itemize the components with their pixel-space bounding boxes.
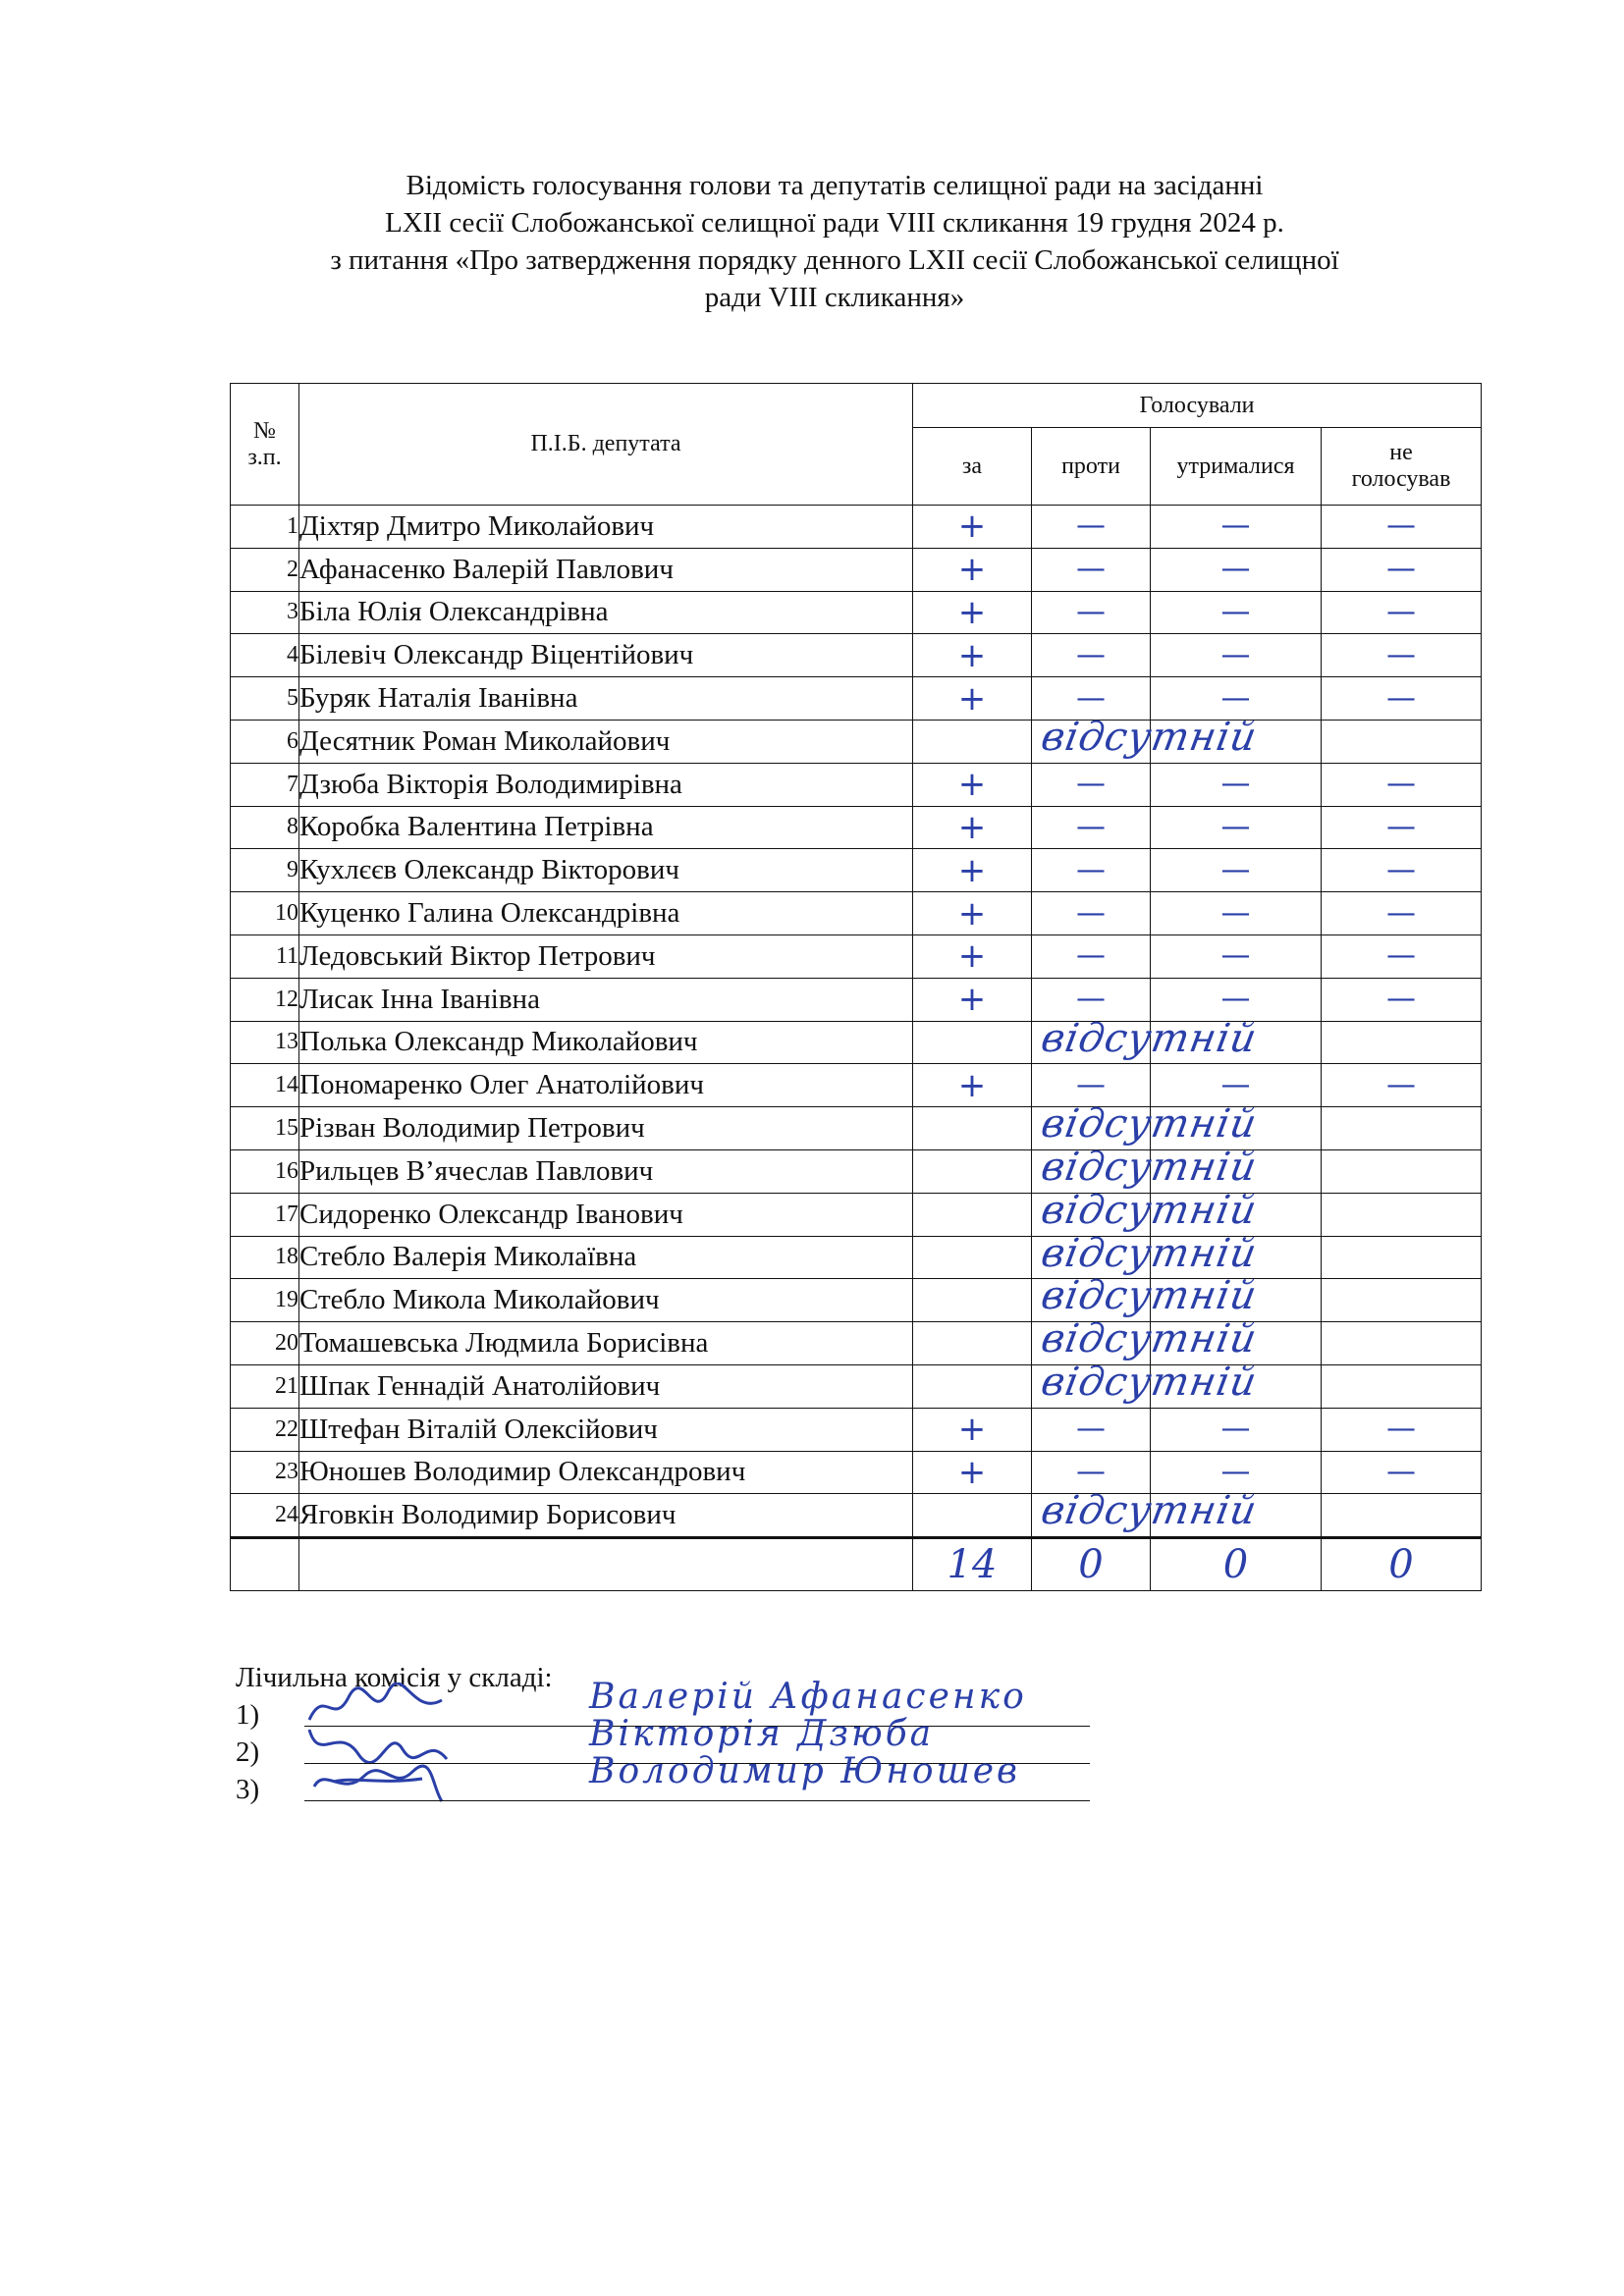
vote-not-voted-mark: — <box>1322 763 1482 806</box>
vote-for-mark: + <box>913 849 1032 892</box>
vote-not-voted-cell <box>1322 1322 1482 1365</box>
header-voted-group: Голосували <box>913 384 1482 428</box>
vote-for-mark: + <box>913 763 1032 806</box>
table-row <box>231 763 1482 806</box>
vote-abstain-mark: — <box>1151 1064 1322 1107</box>
table-row <box>231 1364 1482 1408</box>
signature-line <box>304 1800 1090 1801</box>
vote-against-mark: — <box>1032 506 1151 549</box>
row-number: 13 <box>231 1021 299 1064</box>
absent-cell <box>1032 1101 1261 1150</box>
header-number <box>231 384 299 506</box>
member-index: 3) <box>236 1774 260 1805</box>
deputy-name: Біла Юлія Олександрівна <box>299 591 913 634</box>
member-name-handwritten: Валерій Афанасенко <box>589 1677 1027 1717</box>
header-against: проти <box>1032 428 1151 506</box>
vote-abstain-mark: — <box>1151 763 1322 806</box>
vote-not-voted-cell <box>1322 720 1482 763</box>
absent-note: відсутній <box>1037 1101 1261 1148</box>
vote-for-mark: + <box>913 934 1032 978</box>
vote-abstain-mark: — <box>1151 1451 1322 1494</box>
table-row <box>231 677 1482 721</box>
vote-not-voted-cell <box>1322 1279 1482 1322</box>
document-title <box>196 167 1473 316</box>
deputy-name: Коробка Валентина Петрівна <box>299 806 913 849</box>
header-not-voted <box>1322 428 1482 506</box>
row-number: 14 <box>231 1064 299 1107</box>
vote-not-voted-mark: — <box>1322 849 1482 892</box>
vote-not-voted-mark: — <box>1322 892 1482 935</box>
deputy-name: Рильцев В’ячеслав Павлович <box>299 1149 913 1193</box>
deputy-name: Шпак Геннадій Анатолійович <box>299 1364 913 1408</box>
vote-against-mark: — <box>1032 806 1151 849</box>
header-number-line-2: з.п. <box>247 444 282 470</box>
row-number: 5 <box>231 677 299 721</box>
deputy-name: Афанасенко Валерій Павлович <box>299 548 913 591</box>
title-line-4: ради VIII скликання» <box>704 282 965 313</box>
row-number: 18 <box>231 1236 299 1279</box>
table-row <box>231 806 1482 849</box>
vote-for-mark: + <box>913 978 1032 1021</box>
voting-table-body <box>231 506 1482 1538</box>
deputy-name: Пономаренко Олег Анатолійович <box>299 1064 913 1107</box>
table-row <box>231 892 1482 935</box>
vote-against-mark: — <box>1032 548 1151 591</box>
deputy-name: Юношев Володимир Олександрович <box>299 1451 913 1494</box>
absent-note: відсутній <box>1037 1187 1261 1233</box>
absent-cell <box>1032 1488 1261 1538</box>
member-name-handwritten: Вікторія Дзюба <box>589 1714 935 1754</box>
absent-cell <box>1032 1187 1261 1236</box>
table-row <box>231 548 1482 591</box>
vote-for-cell <box>913 720 1032 763</box>
absent-note: відсутній <box>1037 1316 1261 1362</box>
table-row <box>231 1408 1482 1451</box>
row-number: 10 <box>231 892 299 935</box>
vote-abstain-mark: — <box>1151 591 1322 634</box>
table-row <box>231 1149 1482 1193</box>
row-number: 8 <box>231 806 299 849</box>
vote-not-voted-cell <box>1322 1236 1482 1279</box>
header-for: за <box>913 428 1032 506</box>
vote-not-voted-mark: — <box>1322 677 1482 721</box>
title-line-1: Відомість голосування голови та депутатів селищної ради на засіданні <box>406 170 1264 201</box>
vote-against-mark: — <box>1032 849 1151 892</box>
signature-scribble-icon <box>304 1757 452 1804</box>
row-number: 6 <box>231 720 299 763</box>
vote-for-mark: + <box>913 677 1032 721</box>
commission-member-3 <box>236 1751 1218 1808</box>
table-row <box>231 634 1482 677</box>
vote-for-cell <box>913 1021 1032 1064</box>
member-name-handwritten: Володимир Юношев <box>589 1751 1020 1791</box>
deputy-name: Яговкін Володимир Борисович <box>299 1494 913 1538</box>
vote-for-cell <box>913 1107 1032 1150</box>
row-number: 7 <box>231 763 299 806</box>
table-row <box>231 591 1482 634</box>
commission-heading: Лічильна комісія у складі: <box>236 1662 553 1693</box>
vote-not-voted-mark: — <box>1322 548 1482 591</box>
table-row <box>231 1451 1482 1494</box>
table-row <box>231 1236 1482 1279</box>
deputy-name: Стебло Микола Миколайович <box>299 1279 913 1322</box>
vote-abstain-mark: — <box>1151 1408 1322 1451</box>
vote-against-mark: — <box>1032 677 1151 721</box>
vote-against-mark: — <box>1032 591 1151 634</box>
header-abstain: утрималися <box>1151 428 1322 506</box>
table-row <box>231 506 1482 549</box>
vote-against-mark: — <box>1032 978 1151 1021</box>
vote-for-cell <box>913 1193 1032 1236</box>
deputy-name: Білевіч Олександр Віцентійович <box>299 634 913 677</box>
row-number: 23 <box>231 1451 299 1494</box>
absent-cell <box>1032 1144 1261 1193</box>
vote-abstain-mark: — <box>1151 978 1322 1021</box>
vote-not-voted-mark: — <box>1322 1408 1482 1451</box>
vote-abstain-mark: — <box>1151 934 1322 978</box>
vote-abstain-mark: — <box>1151 548 1322 591</box>
deputy-name: Куценко Галина Олександрівна <box>299 892 913 935</box>
row-number: 20 <box>231 1322 299 1365</box>
deputy-name: Діхтяр Дмитро Миколайович <box>299 506 913 549</box>
deputy-name: Штефан Віталій Олексійович <box>299 1408 913 1451</box>
vote-against-mark: — <box>1032 763 1151 806</box>
vote-against-mark: — <box>1032 1064 1151 1107</box>
vote-not-voted-mark: — <box>1322 506 1482 549</box>
absent-note: відсутній <box>1037 1015 1261 1061</box>
vote-against-mark: — <box>1032 892 1151 935</box>
vote-for-cell <box>913 1149 1032 1193</box>
table-row <box>231 934 1482 978</box>
vote-not-voted-mark: — <box>1322 806 1482 849</box>
vote-for-mark: + <box>913 548 1032 591</box>
row-number: 1 <box>231 506 299 549</box>
deputy-name: Сидоренко Олександр Іванович <box>299 1193 913 1236</box>
vote-not-voted-cell <box>1322 1494 1482 1538</box>
total-against: 0 <box>1032 1538 1151 1591</box>
member-index: 2) <box>236 1736 260 1768</box>
vote-not-voted-cell <box>1322 1149 1482 1193</box>
vote-for-cell <box>913 1236 1032 1279</box>
vote-for-mark: + <box>913 806 1032 849</box>
vote-abstain-mark: — <box>1151 849 1322 892</box>
table-row <box>231 1279 1482 1322</box>
deputy-name: Кухлєєв Олександр Вікторович <box>299 849 913 892</box>
row-number: 24 <box>231 1494 299 1538</box>
vote-against-mark: — <box>1032 1451 1151 1494</box>
vote-for-mark: + <box>913 634 1032 677</box>
vote-for-mark: + <box>913 892 1032 935</box>
row-number: 11 <box>231 934 299 978</box>
table-row <box>231 1021 1482 1064</box>
vote-for-cell <box>913 1322 1032 1365</box>
vote-not-voted-mark: — <box>1322 1451 1482 1494</box>
absent-cell <box>1032 1359 1261 1408</box>
row-number: 16 <box>231 1149 299 1193</box>
vote-not-voted-mark: — <box>1322 591 1482 634</box>
member-index: 1) <box>236 1699 260 1731</box>
vote-abstain-mark: — <box>1151 506 1322 549</box>
row-number: 21 <box>231 1364 299 1408</box>
header-not-voted-line-2: голосував <box>1351 466 1451 492</box>
header-number-line-1: № <box>253 417 276 444</box>
absent-note: відсутній <box>1037 1488 1261 1534</box>
deputy-name: Томашевська Людмила Борисівна <box>299 1322 913 1365</box>
vote-against-mark: — <box>1032 934 1151 978</box>
table-row <box>231 1322 1482 1365</box>
row-number: 9 <box>231 849 299 892</box>
table-row <box>231 1494 1482 1538</box>
deputy-name: Лисак Інна Іванівна <box>299 978 913 1021</box>
row-number: 3 <box>231 591 299 634</box>
row-number: 15 <box>231 1107 299 1150</box>
vote-for-mark: + <box>913 1408 1032 1451</box>
absent-note: відсутній <box>1037 714 1261 760</box>
vote-not-voted-cell <box>1322 1107 1482 1150</box>
row-number: 2 <box>231 548 299 591</box>
vote-not-voted-cell <box>1322 1021 1482 1064</box>
deputy-name: Дзюба Вікторія Володимирівна <box>299 763 913 806</box>
absent-note: відсутній <box>1037 1359 1261 1405</box>
deputy-name: Полька Олександр Миколайович <box>299 1021 913 1064</box>
absent-note: відсутній <box>1037 1144 1261 1190</box>
vote-for-cell <box>913 1279 1032 1322</box>
voting-table <box>230 383 1482 1591</box>
totals-row <box>231 1538 1482 1591</box>
absent-cell <box>1032 1316 1261 1365</box>
title-line-2: LXII сесії Слобожанської селищної ради VIII скликання 19 грудня 2024 р. <box>385 207 1284 239</box>
absent-note: відсутній <box>1037 1273 1261 1319</box>
table-row <box>231 849 1482 892</box>
table-row <box>231 1064 1482 1107</box>
vote-for-mark: + <box>913 1064 1032 1107</box>
vote-not-voted-mark: — <box>1322 934 1482 978</box>
table-row <box>231 1193 1482 1236</box>
row-number: 19 <box>231 1279 299 1322</box>
row-number: 22 <box>231 1408 299 1451</box>
vote-abstain-mark: — <box>1151 634 1322 677</box>
total-abstain: 0 <box>1151 1538 1322 1591</box>
row-number: 17 <box>231 1193 299 1236</box>
deputy-name: Буряк Наталія Іванівна <box>299 677 913 721</box>
deputy-name: Різван Володимир Петрович <box>299 1107 913 1150</box>
vote-not-voted-mark: — <box>1322 1064 1482 1107</box>
vote-for-mark: + <box>913 506 1032 549</box>
table-row <box>231 720 1482 763</box>
vote-abstain-mark: — <box>1151 892 1322 935</box>
vote-not-voted-mark: — <box>1322 978 1482 1021</box>
vote-for-mark: + <box>913 1451 1032 1494</box>
counting-commission <box>236 1659 1218 1808</box>
total-for: 14 <box>913 1538 1032 1591</box>
vote-not-voted-mark: — <box>1322 634 1482 677</box>
vote-against-mark: — <box>1032 634 1151 677</box>
title-line-3: з питання «Про затвердження порядку денного LXII сесії Слобожанської селищної <box>330 244 1339 276</box>
header-not-voted-line-1: не <box>1389 440 1413 465</box>
table-row <box>231 978 1482 1021</box>
row-number: 12 <box>231 978 299 1021</box>
table-row <box>231 1107 1482 1150</box>
vote-abstain-mark: — <box>1151 806 1322 849</box>
row-number: 4 <box>231 634 299 677</box>
absent-note: відсутній <box>1037 1230 1261 1276</box>
vote-for-cell <box>913 1494 1032 1538</box>
deputy-name: Десятник Роман Миколайович <box>299 720 913 763</box>
totals-name-cell <box>299 1538 913 1591</box>
absent-cell <box>1032 1015 1261 1064</box>
deputy-name: Стебло Валерія Миколаївна <box>299 1236 913 1279</box>
header-name: П.І.Б. депутата <box>299 384 913 506</box>
vote-not-voted-cell <box>1322 1193 1482 1236</box>
total-not-voted: 0 <box>1322 1538 1482 1591</box>
vote-against-mark: — <box>1032 1408 1151 1451</box>
vote-abstain-mark: — <box>1151 677 1322 721</box>
vote-not-voted-cell <box>1322 1364 1482 1408</box>
absent-cell <box>1032 714 1261 763</box>
vote-for-mark: + <box>913 591 1032 634</box>
deputy-name: Ледовський Віктор Петрович <box>299 934 913 978</box>
totals-number-cell <box>231 1538 299 1591</box>
vote-for-cell <box>913 1364 1032 1408</box>
